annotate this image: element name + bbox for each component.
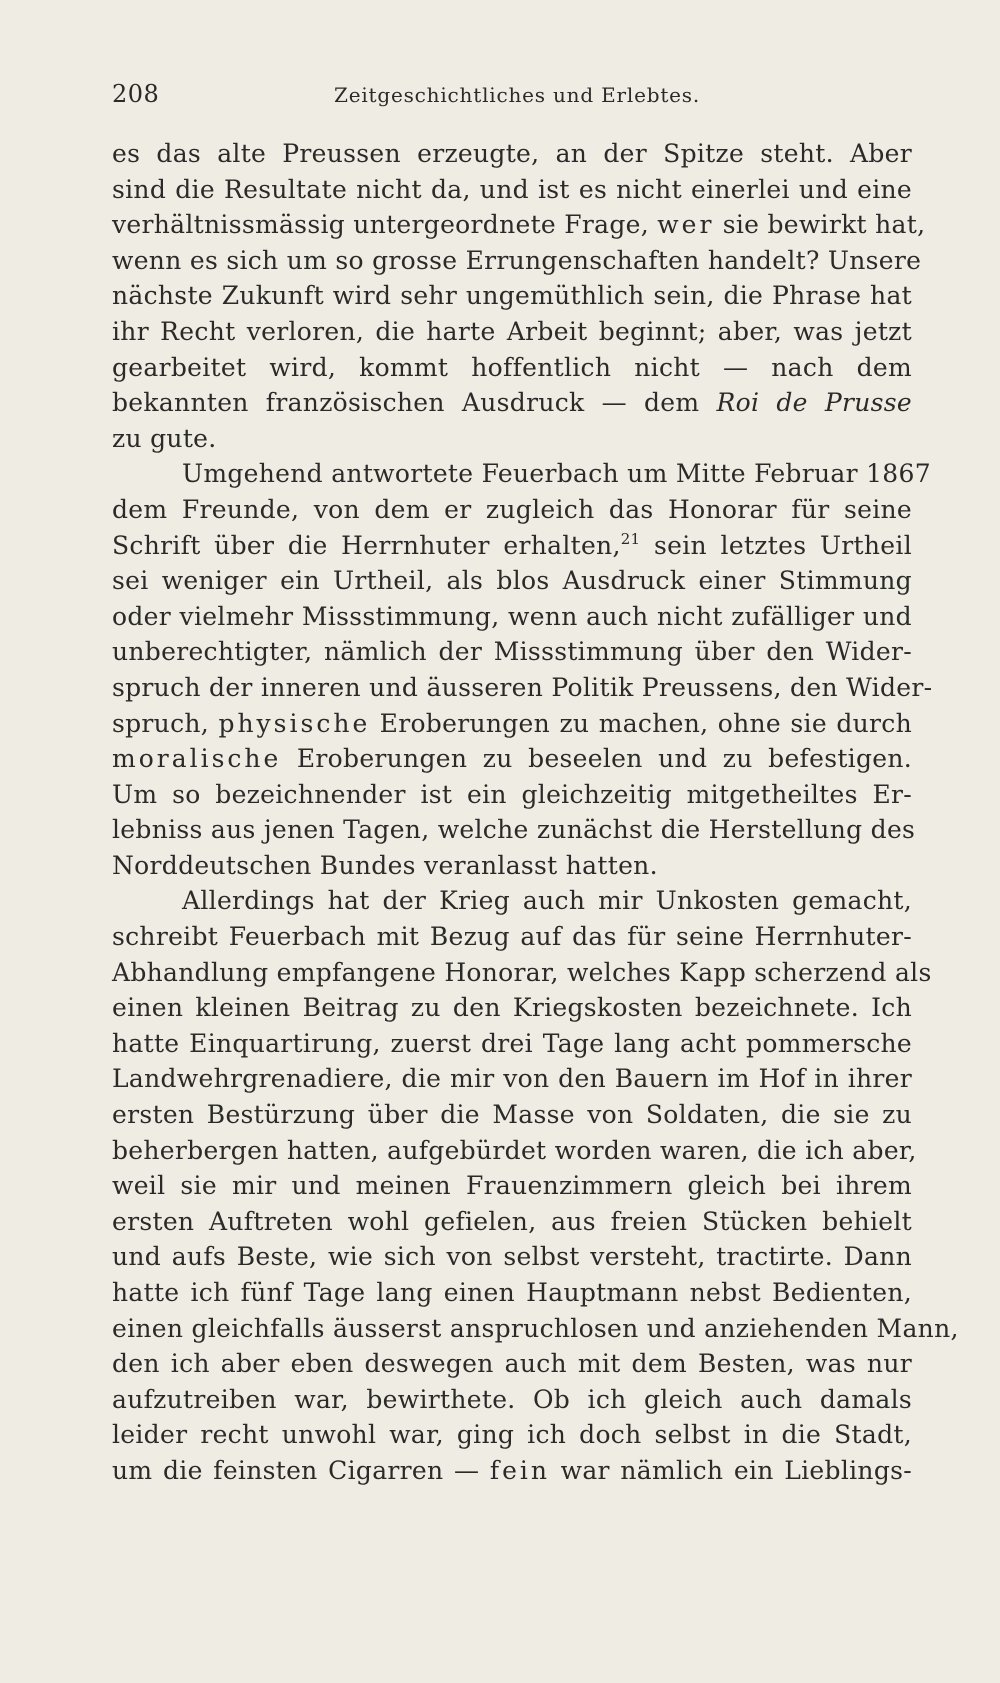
emphasized-word: wer [657,210,715,240]
text-line: spruch der inneren und äusseren Politik Preussens, den Wider- [112,672,933,702]
text-line: den ich aber eben deswegen auch mit dem Besten, was nur [112,1349,912,1379]
text-line: leider recht unwohl war, ging ich doch selbst in die Stadt, [112,1420,912,1450]
text-line: schreibt Feuerbach mit Bezug auf das für seine Herrnhuter- [112,922,912,952]
text-line: unberechtigter, nämlich der Missstimmung über den Wider- [112,637,912,667]
text-line: Umgehend antwortete Feuerbach um Mitte Februar 1867 [182,459,931,489]
emphasized-word: moralische [112,744,282,774]
text-line: Um so bezeichnender ist ein gleichzeitig mitgetheiltes Er- [112,779,912,809]
text-line: Norddeutschen Bundes veranlasst hatten. [112,850,658,880]
text-line: ersten Auftreten wohl gefielen, aus freien Stücken behielt [112,1206,912,1236]
emphasized-word: fein [489,1455,551,1485]
text-line: aufzutreiben war, bewirthete. Ob ich gleich auch damals [112,1384,912,1414]
body-text [112,136,959,1489]
footnote-marker[interactable]: 21 [620,529,641,548]
text-line: Allerdings hat der Krieg auch mir Unkosten gemacht, [182,886,912,916]
running-title: Zeitgeschichtliches und Erlebtes. [334,83,701,107]
text-line: ersten Bestürzung über die Masse von Soldaten, die sie zu [112,1100,912,1130]
text-line: wenn es sich um so grosse Errungenschaften handelt? Unsere [112,245,922,275]
emphasized-word: physische [218,708,371,738]
italic-phrase: Roi de Prusse [716,388,912,418]
text-line: spruch, physische Eroberungen zu machen, ohne sie durch [112,708,913,738]
text-line: zu gute. [112,423,217,453]
text-line: beherbergen hatten, aufgebürdet worden waren, die ich aber, [112,1135,917,1165]
text-line: moralische Eroberungen zu beseelen und zu befestigen. [112,744,913,774]
text-line: dem Freunde, von dem er zugleich das Honorar für seine [112,494,912,524]
text-line: hatte ich fünf Tage lang einen Hauptmann nebst Bedienten, [112,1278,912,1307]
text-line: verhältnissmässig untergeordnete Frage, wer sie bewirkt hat, [112,210,926,240]
text-line: hatte Einquartirung, zuerst drei Tage lang acht pommersche [112,1028,912,1058]
text-line: sei weniger ein Urtheil, als blos Ausdruck einer Stimmung [112,566,912,596]
text-line: oder vielmehr Missstimmung, wenn auch nicht zufälliger und [112,601,912,631]
text-line: einen gleichfalls äusserst anspruchlosen und anziehenden Mann, [112,1313,959,1343]
text-line: es das alte Preussen erzeugte, an der Spitze steht. Aber [112,139,912,168]
text-line: sind die Resultate nicht da, und ist es nicht einerlei und eine [112,174,912,204]
text-line: Schrift über die Herrnhuter erhalten,$^{21}$ sein letztes Urtheil [112,529,912,560]
page-number: 208 [112,80,160,108]
text-line: nächste Zukunft wird sehr ungemüthlich sein, die Phrase hat [112,281,912,311]
running-head [112,80,912,114]
text-line: um die feinsten Cigarren — fein war nämlich ein Lieblings- [112,1455,912,1485]
text-line: einen kleinen Beitrag zu den Kriegskosten bezeichnete. Ich [112,993,912,1023]
text-line: Landwehrgrenadiere, die mir von den Bauern im Hof in ihrer [112,1064,912,1094]
text-line: Abhandlung empfangene Honorar, welches Kapp scherzend als [112,957,932,987]
text-line: gearbeitet wird, kommt hoffentlich nicht — nach dem [112,352,912,382]
text-line: lebniss aus jenen Tagen, welche zunächst die Herstellung des [112,815,916,845]
text-line: und aufs Beste, wie sich von selbst versteht, tractirte. Dann [112,1242,912,1272]
text-line: weil sie mir und meinen Frauenzimmern gleich bei ihrem [112,1171,912,1201]
text-line: bekannten französischen Ausdruck — dem Roi de Prusse [112,388,912,418]
text-line: ihr Recht verloren, die harte Arbeit beginnt; aber, was jetzt [112,316,912,346]
